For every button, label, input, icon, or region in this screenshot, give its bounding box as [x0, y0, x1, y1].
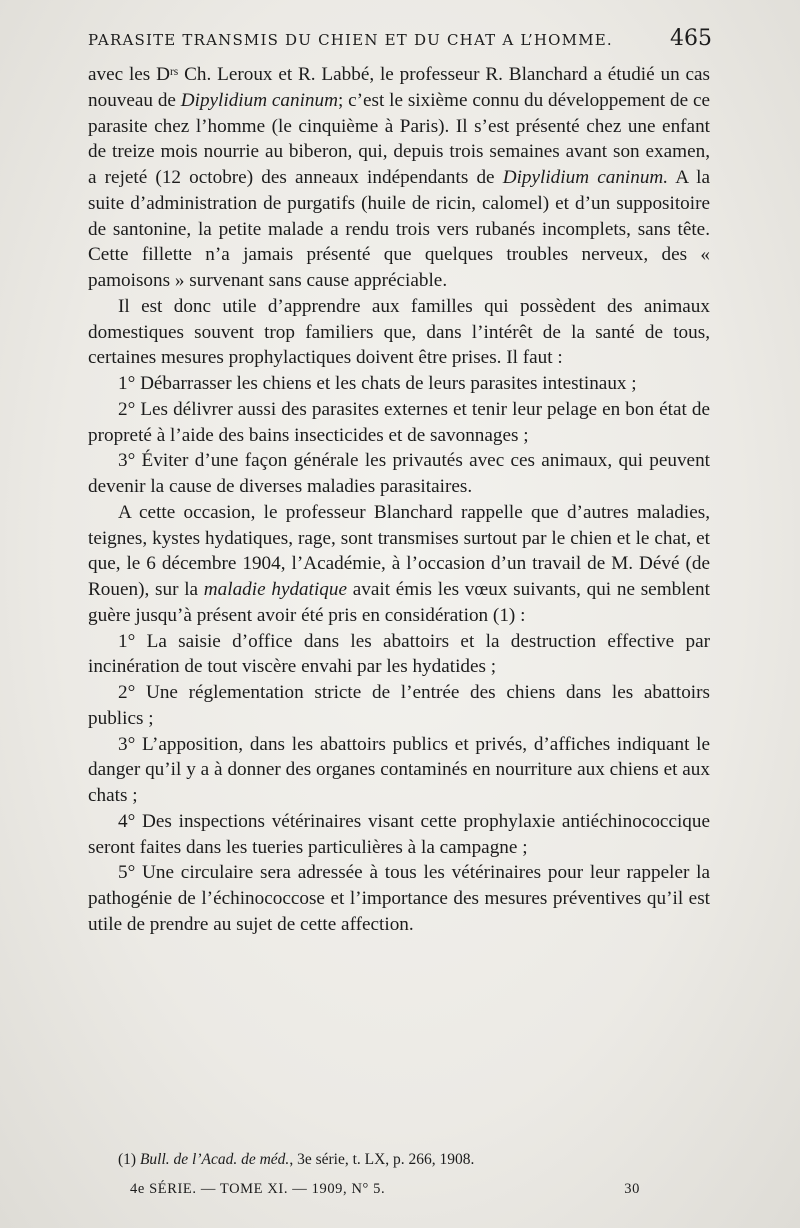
recommendation-item-1: 1° Débarrasser les chiens et les chats de leurs parasites intestinaux ; [118, 373, 637, 394]
footnote: (1) Bull. de l’Acad. de méd., 3e série, t. LX, p. 266, 1908. [118, 1151, 475, 1168]
wish-item-4: 4° Des inspections vétérinaires visant cette prophylaxie antiéchinococcique seront faites dans les tueries particulières à la campagne ; [88, 810, 710, 858]
wish-item-3: 3° L’apposition, dans les abattoirs publics et privés, d’affiches indiquant le danger qu’il y a à donner des organes contaminés en nourriture aux chiens et aux chats ; [88, 733, 710, 806]
page-footer [130, 1181, 640, 1198]
signature-mark: 30 [624, 1181, 640, 1197]
paragraph-case-report: avec les $D^{rs}$ Ch. Leroux et R. Labbé, le professeur R. Blanchard a étudié un cas nouveau de Dipylidium caninum; c’est le sixième connu du développement de ce parasite chez l’homme (le cinquième à Paris). Il s’est présenté chez une enfant de treize mois nourrie au biberon, qui, depuis trois semaines avant son examen, a rejeté (12 octobre) des anneaux indépendants de Dipylidium caninum. A la suite d’administration de purgatifs (huile de ricin, calomel) et d’un suppositoire de santonine, la petite malade a rendu trois vers rubanés incomplets, sans tête. Cette fillette n’a jamais présenté que quelques troubles nerveux, des « pamoisons » survenant sans cause appréciable. [88, 64, 710, 291]
running-title: PARASITE TRANSMIS DU CHIEN ET DU CHAT A L’HOMME. [88, 31, 613, 49]
series-info: 4e SÉRIE. — TOME XI. — 1909, N° 5. [130, 1181, 386, 1197]
body-text [88, 62, 710, 938]
recommendation-item-3: 3° Éviter d’une façon générale les privautés avec ces animaux, qui peuvent devenir la cause de diverses maladies parasitaires. [88, 450, 710, 497]
page-number: 465 [670, 26, 712, 51]
recommendation-item-2: 2° Les délivrer aussi des parasites externes et tenir leur pelage en bon état de propreté à l’aide des bains insecticides et de savonnages ; [88, 398, 710, 446]
paragraph-academy-wishes: A cette occasion, le professeur Blanchard rappelle que d’autres maladies, teignes, kystes hydatiques, rage, sont transmises surtout par le chien et le chat, et que, le 6 décembre 1904, l’Académie, à l’occasion d’un travail de M. Dévé (de Rouen), sur la maladie hydatique avait émis les vœux suivants, qui ne semblent guère jusqu’à présent avoir été pris en considération (1) : [88, 501, 710, 626]
wish-item-2: 2° Une réglementation stricte de l’entrée des chiens dans les abattoirs publics ; [88, 682, 710, 729]
wish-item-1: 1° La saisie d’office dans les abattoirs et la destruction effective par incinération de tout viscère envahi par les hydatides ; [88, 630, 710, 678]
paragraph-recommendations-intro: Il est donc utile d’apprendre aux familles qui possèdent des animaux domestiques souvent trop familiers que, dans l’intérêt de la santé de tous, certaines mesures prophylactiques doivent être prises. Il faut : [88, 295, 710, 369]
running-header [88, 26, 712, 60]
wish-item-5: 5° Une circulaire sera adressée à tous les vétérinaires pour leur rappeler la pathogénie de l’échinococcose et l’importance des mesures préventives qu’il est utile de prendre au sujet de cette affection. [88, 862, 710, 935]
